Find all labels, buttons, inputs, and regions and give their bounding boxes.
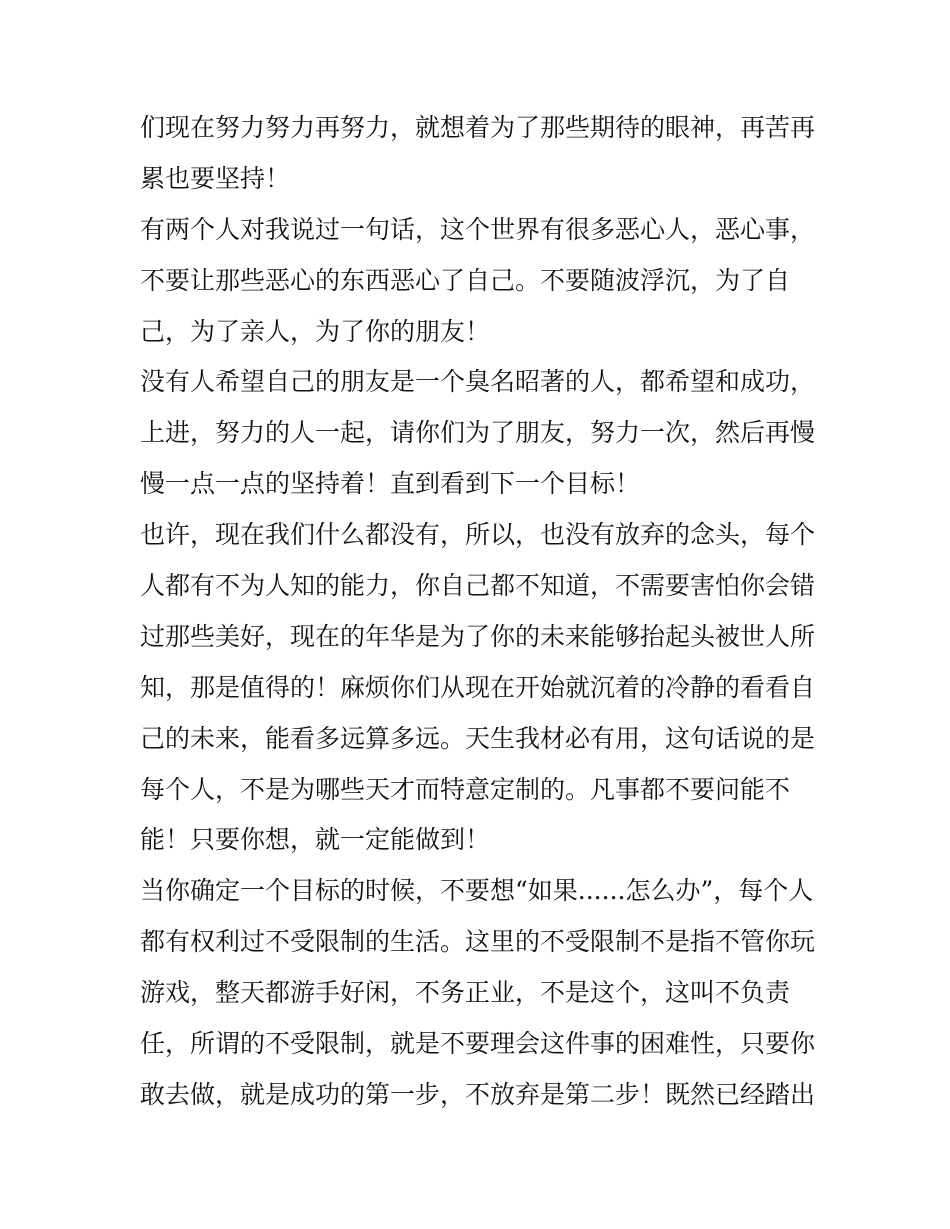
text-line: 游戏，整天都游手好闲，不务正业，不是这个，这叫不负责 (140, 978, 791, 1008)
text-line: 人都有不为人知的能力，你自己都不知道，不需要害怕你会错 (140, 571, 816, 601)
text-line: 慢一点一点的坚持着！直到看到下一个目标！ (140, 469, 641, 499)
text-line: 没有人希望自己的朋友是一个臭名昭著的人，都希望和成功， (140, 367, 816, 397)
text-line: 累也要坚持！ (140, 163, 291, 193)
text-line: 知，那是值得的！麻烦你们从现在开始就沉着的冷静的看看自 (140, 672, 816, 702)
text-line: 当你确定一个目标的时候，不要想“如果......怎么办”，每个人 (140, 876, 814, 906)
text-line: 过那些美好，现在的年华是为了你的未来能够抬起头被世人所 (140, 621, 816, 651)
text-line: 有两个人对我说过一句话，这个世界有很多恶心人，恶心事， (140, 214, 816, 244)
document-body (140, 103, 820, 1121)
text-line: 能！只要你想，就一定能做到！ (140, 825, 491, 855)
text-line: 己，为了亲人，为了你的朋友！ (140, 316, 491, 346)
text-line: 上进，努力的人一起，请你们为了朋友，努力一次，然后再慢 (140, 418, 816, 448)
text-line: 也许，现在我们什么都没有，所以，也没有放弃的念头，每个 (140, 520, 816, 550)
text-line: 不要让那些恶心的东西恶心了自己。不要随波浮沉，为了自 (140, 265, 791, 295)
text-line: 任，所谓的不受限制，就是不要理会这件事的困难性，只要你 (140, 1029, 816, 1059)
text-line: 每个人，不是为哪些天才而特意定制的。凡事都不要问能不 (140, 774, 791, 804)
text-line: 敢去做，就是成功的第一步，不放弃是第二步！既然已经踏出 (140, 1079, 816, 1109)
text-line: 己的未来，能看多远算多远。天生我材必有用，这句话说的是 (140, 723, 816, 753)
text-line: 都有权利过不受限制的生活。这里的不受限制不是指不管你玩 (140, 927, 816, 957)
text-line: 们现在努力努力再努力，就想着为了那些期待的眼神，再苦再 (140, 113, 816, 142)
